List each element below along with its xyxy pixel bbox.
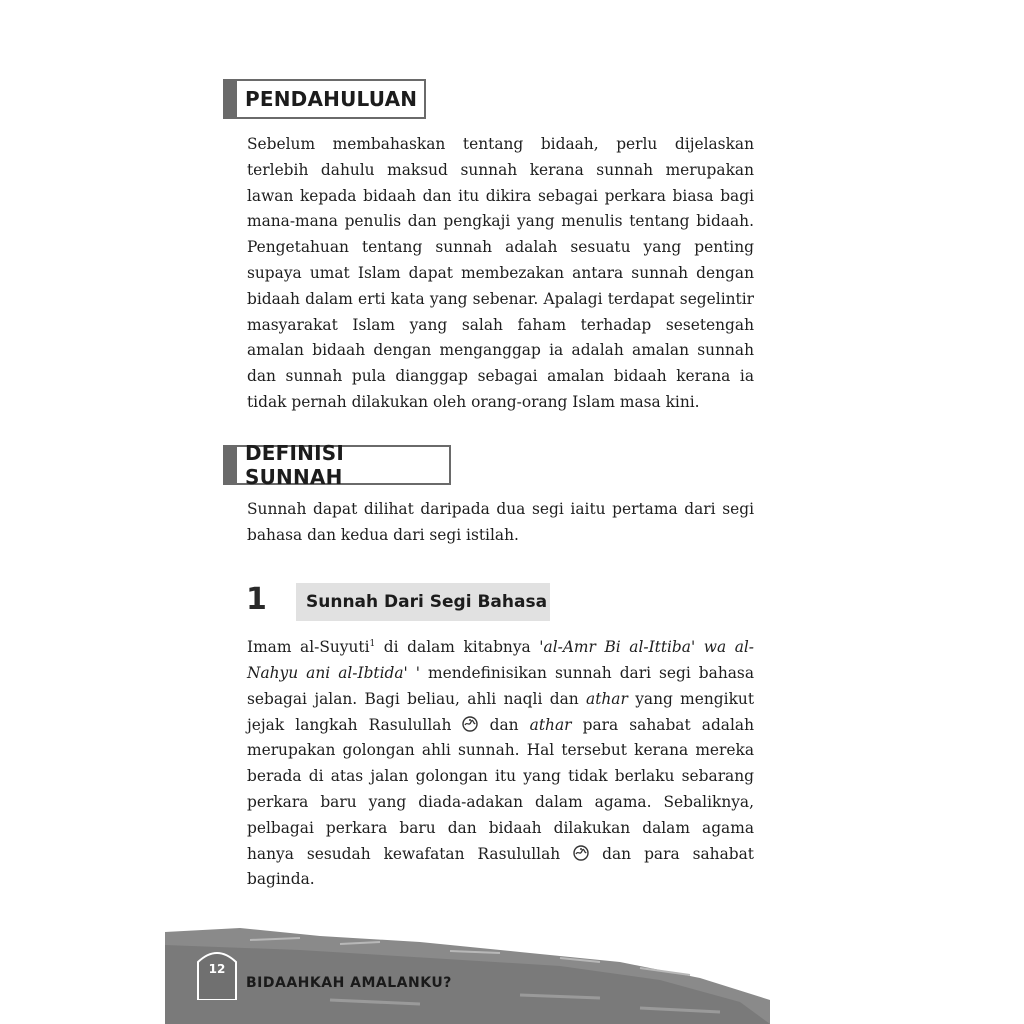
page-number: 12 [208,962,226,976]
text-run: Imam al-Suyuti [247,638,370,657]
definition-paragraph: Sunnah dapat dilihat daripada dua segi iaitu pertama dari segi bahasa dan kedua dari segi istilah. [247,500,754,544]
text-run: di dalam kitabnya ' [375,638,544,657]
running-title: BIDAAHKAH AMALANKU? [246,975,452,991]
text-run: ' mendefinisikan sunnah dari segi bahasa sebagai jalan. Bagi beliau, ahli naqli dan [247,663,754,708]
book-title-ref: al-Amr Bi al-Ittiba' wa al-Nahyu ani al-Ibtida' [247,638,754,682]
text-run: dan [478,715,530,734]
subsection-number: 1 [246,582,267,617]
intro-heading-text: PENDAHULUAN [245,87,418,111]
subsection-heading-text: Sunnah Dari Segi Bahasa [306,592,548,612]
footnote-ref: 1 [369,639,376,649]
athar-term: athar [529,715,572,734]
text-run: para sahabat adalah merupakan golongan ahli sunnah. Hal tersebut kerana mereka berada di atas jalan golongan itu yang tidak berlaku sebarang perkara baru yang diada-adakan dalam agama. Sebaliknya, pelbagai perkara baru dan bidaah dilakukan dalam agama hanya sesudah kewafatan Rasulullah [247,715,754,863]
definition-heading-text: DEFINISI SUNNAH [245,441,344,489]
intro-paragraph: Sebelum membahaskan tentang bidaah, perlu dijelaskan terlebih dahulu maksud sunnah kerana sunnah merupakan lawan kepada bidaah dan itu dikira sebagai perkara biasa bagi mana-mana penulis dan pengkaji yang menulis tentang bidaah. Pengetahuan tentang sunnah adalah sesuatu yang penting supaya umat Islam dapat membezakan antara sunnah dengan bidaah dalam erti kata yang sebenar. Apalagi terdapat segelintir masyarakat Islam yang salah faham terhadap sesetengah amalan bidaah dengan menganggap ia adalah amalan sunnah dan sunnah pula dianggap sebagai amalan bidaah kerana ia tidak pernah dilakukan oleh orang-orang Islam masa kini. [247,135,754,411]
text-run: dan para sahabat baginda. [247,844,754,889]
text-run: yang mengikut jejak langkah Rasulullah [247,689,754,734]
athar-term: athar [586,689,628,708]
